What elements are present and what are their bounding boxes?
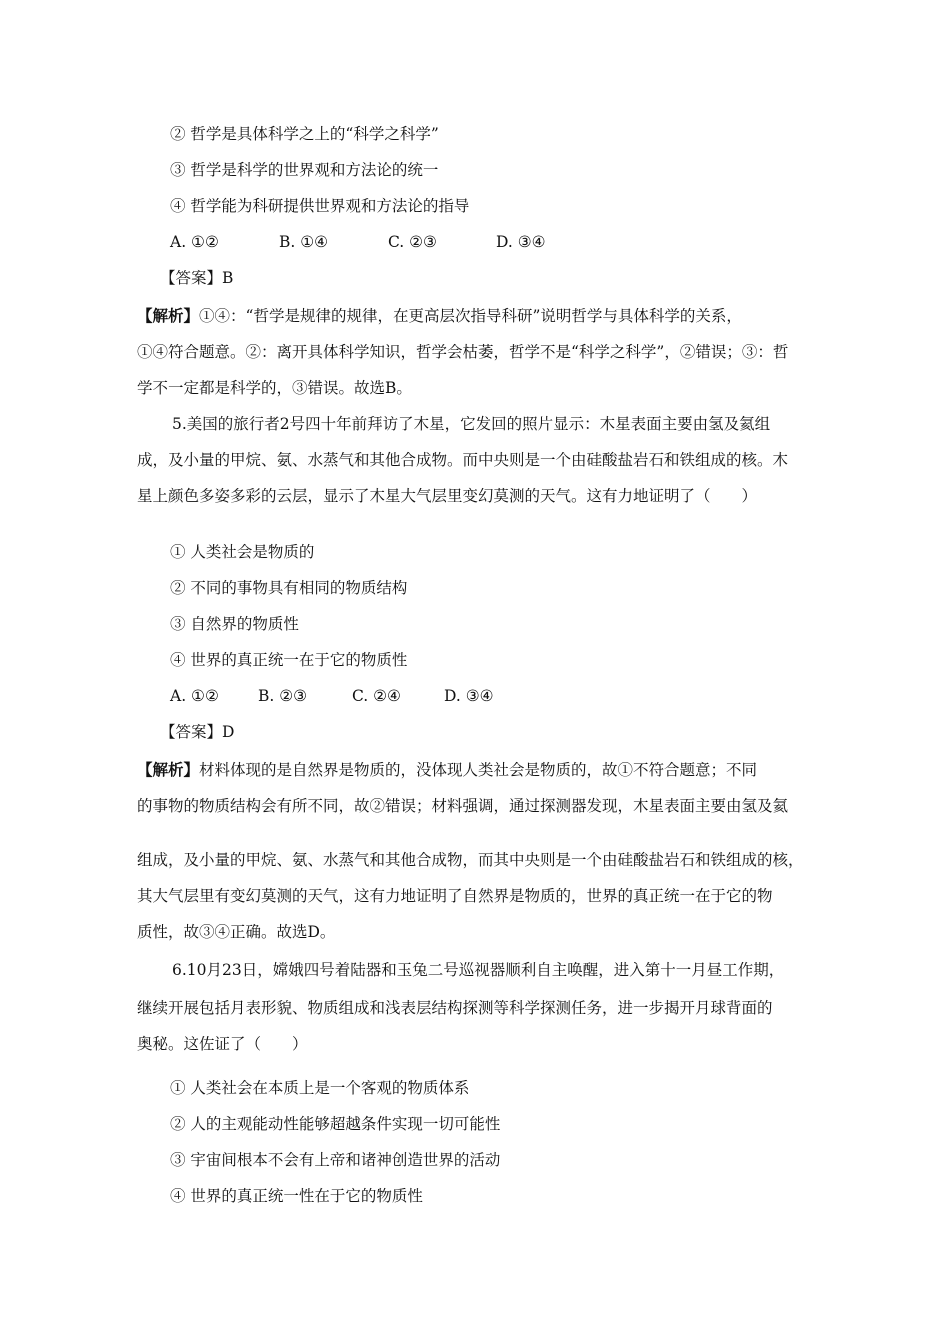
q6-option-item-1: ① 人类社会在本质上是一个客观的物质体系 — [170, 1079, 470, 1097]
q4-option-item-3: ③ 哲学是科学的世界观和方法论的统一 — [170, 161, 439, 179]
q5-choice-d: D. ③④ — [444, 687, 494, 705]
q6-stem-line-2: 继续开展包括月表形貌、物质组成和浅表层结构探测等科学探测任务，进一步揭开月球背面的 — [137, 999, 773, 1017]
q6-stem-line-1: 6.10月23日，嫦娥四号着陆器和玉兔二号巡视器顺利自主唤醒，进入第十一月昼工作期， — [172, 961, 785, 979]
q6-stem-line-3: 奥秘。这佐证了（ ） — [137, 1035, 308, 1053]
q4-choices — [170, 231, 546, 253]
q5-choice-a: A. ①② — [170, 687, 219, 705]
q4-answer — [160, 267, 233, 289]
q5-choice-b: B. ②③ — [258, 687, 308, 705]
q5-option-item-2: ② 不同的事物具有相同的物质结构 — [170, 579, 408, 597]
analysis-label: 【解析】 — [137, 760, 200, 779]
q4-choice-c: C. ②③ — [388, 233, 437, 251]
q5-analysis-line-2: 的事物的物质结构会有所不同，故②错误；材料强调，通过探测器发现，木星表面主要由氢及氦 — [137, 797, 789, 815]
q6-option-item-3: ③ 宇宙间根本不会有上帝和诸神创造世界的活动 — [170, 1151, 501, 1169]
q5-option-item-1: ① 人类社会是物质的 — [170, 543, 315, 561]
q5-analysis-line-4: 其大气层里有变幻莫测的天气，这有力地证明了自然界是物质的，世界的真正统一在于它的物 — [137, 887, 773, 905]
q5-stem-line-1: 5.美国的旅行者2号四十年前拜访了木星，它发回的照片显示：木星表面主要由氢及氦组 — [172, 415, 771, 433]
q5-option-item-3: ③ 自然界的物质性 — [170, 615, 299, 633]
q5-analysis-line-1: 【解析】材料体现的是自然界是物质的，没体现人类社会是物质的，故①不符合题意；不同 — [137, 760, 758, 779]
q4-analysis-line-1: 【解析】①④：“哲学是规律的规律，在更高层次指导科研”说明哲学与具体科学的关系， — [137, 306, 742, 325]
q5-answer — [160, 721, 234, 743]
q4-choice-b: B. ①④ — [279, 233, 329, 251]
q4-analysis-line-3: 学不一定都是科学的，③错误。故选B。 — [137, 379, 412, 397]
analysis-label: 【解析】 — [137, 306, 200, 325]
q5-stem-line-2: 成，及小量的甲烷、氨、水蒸气和其他合成物。而中央则是一个由硅酸盐岩石和铁组成的核。木 — [137, 451, 789, 469]
q4-choice-a: A. ①② — [170, 233, 219, 251]
q5-option-item-4: ④ 世界的真正统一在于它的物质性 — [170, 651, 408, 669]
q4-choice-d: D. ③④ — [496, 233, 546, 251]
answer-label: 【答案】 — [160, 723, 223, 741]
answer-value: B — [222, 269, 234, 287]
q5-stem-line-3: 星上颜色多姿多彩的云层，显示了木星大气层里变幻莫测的天气。这有力地证明了（ ） — [137, 487, 758, 505]
q4-option-item-2: ② 哲学是具体科学之上的“科学之科学” — [170, 125, 439, 143]
q5-analysis-line-5: 质性，故③④正确。故选D。 — [137, 923, 336, 941]
q5-analysis-line-3: 组成，及小量的甲烷、氨、水蒸气和其他合成物，而其中央则是一个由硅酸盐岩石和铁组成的核， — [137, 851, 804, 869]
q6-option-item-4: ④ 世界的真正统一性在于它的物质性 — [170, 1187, 423, 1205]
q4-analysis-line-2: ①④符合题意。②：离开具体科学知识，哲学会枯萎，哲学不是“科学之科学”，②错误；③：哲 — [137, 343, 789, 361]
q6-option-item-2: ② 人的主观能动性能够超越条件实现一切可能性 — [170, 1115, 501, 1133]
q5-choice-c: C. ②④ — [352, 687, 401, 705]
q5-choices — [170, 685, 494, 707]
answer-label: 【答案】 — [160, 269, 223, 287]
q4-option-item-4: ④ 哲学能为科研提供世界观和方法论的指导 — [170, 197, 470, 215]
answer-value: D — [222, 723, 235, 741]
